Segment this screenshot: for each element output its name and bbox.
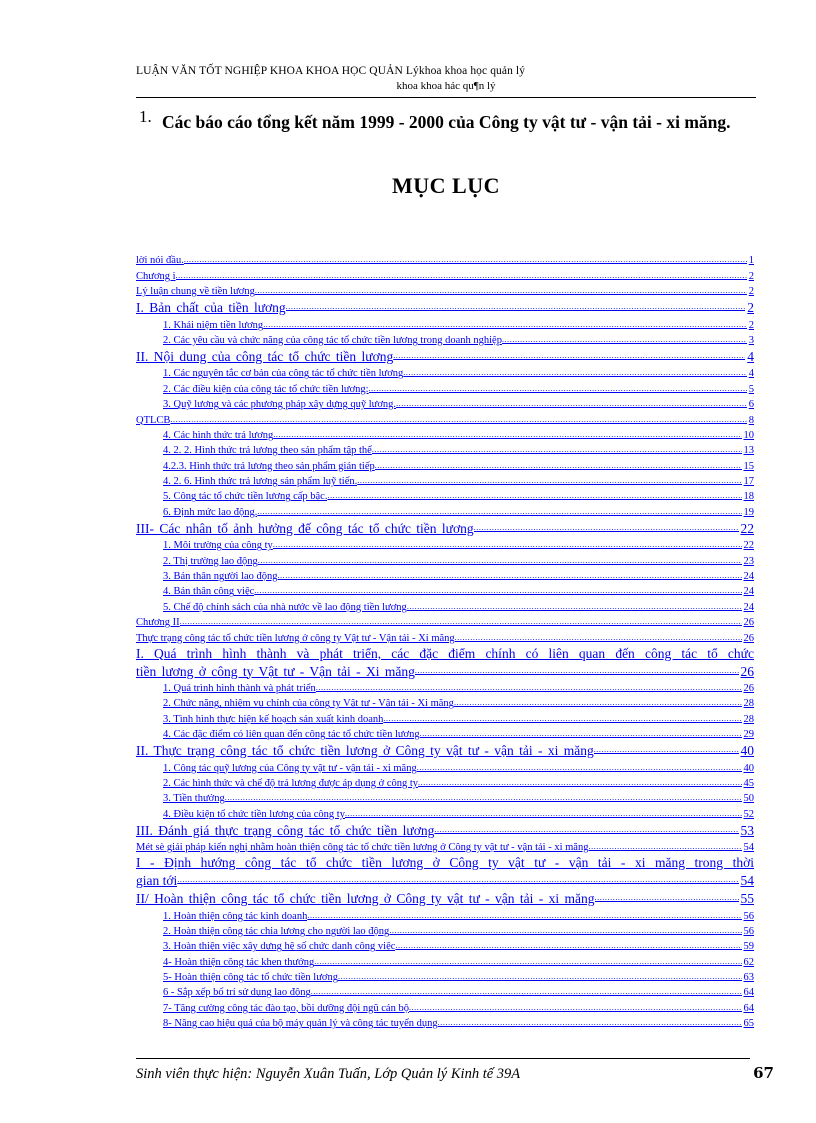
toc-entry[interactable]: 4. Các đặc điểm có liên quan đến công tác tổ chức tiền lương ..... 29	[136, 726, 754, 741]
toc-entry[interactable]: 5- Hoàn thiện công tác tổ chức tiền lương ..... 63	[136, 969, 754, 984]
reference-text: Các báo cáo tổng kết năm 1999 - 2000 của Công ty vật tư - vận tải - xi măng.	[162, 112, 731, 132]
toc-entry[interactable]: 4. Điều kiện tổ chức tiền lương của công ty ..... 52	[136, 805, 754, 820]
running-header-line2: khoa khoa hảc qu¶n lý	[396, 80, 496, 92]
footer-author: Sinh viên thực hiện: Nguyễn Xuân Tuấn, Lớp Quản lý Kinh tế 39A	[136, 1066, 521, 1082]
toc-entry[interactable]: 4. Bản thân công việc ..... 24	[136, 583, 754, 598]
toc-entry[interactable]: 1. Hoàn thiện công tác kinh doanh ..... 56	[136, 907, 754, 922]
toc-entry[interactable]: Mét sè giải pháp kiến nghị nhằm hoàn thiện công tác tổ chức tiền lương ở Công ty vật tư - vận tải - xi măng ..... 54	[136, 839, 754, 854]
toc-entry[interactable]: 2. Chức năng, nhiệm vụ chính của công ty Vật tư - Vận tải - Xi măng ..... 28	[136, 695, 754, 710]
toc-entry[interactable]: QTLCB ..... 8	[136, 411, 754, 426]
toc-entry[interactable]: 1. Khái niệm tiền lương ..... 2	[136, 316, 754, 331]
toc-entry[interactable]: 4. Các hình thức trả lương ..... 10	[136, 427, 754, 442]
page-number: 67	[753, 1064, 774, 1082]
toc-title: MỤC LỤC	[392, 173, 500, 198]
toc-entry[interactable]: II. Nội dung của công tác tổ chức tiền lương ..... 4	[136, 347, 754, 365]
toc-entry[interactable]: 2. Các hình thức và chế độ trả lương được áp dụng ở công ty ..... 45	[136, 775, 754, 790]
toc-entry[interactable]: 3. Hoàn thiện việc xây dựng hệ số chức danh công việc ..... 59	[136, 938, 754, 953]
toc-entry[interactable]: 4. 2. 6. Hình thức trả lương sản phẩm luỹ tiến. ..... 17	[136, 473, 754, 488]
toc-entry[interactable]: 1. Các nguyên tắc cơ bản của công tác tổ chức tiền lương ..... 4	[136, 365, 754, 380]
toc-entry[interactable]: 3. Tình hình thực hiện kế hoạch sản xuất kinh doanh ..... 28	[136, 710, 754, 725]
toc-entry[interactable]: lời nói đầu. ..... 1	[136, 252, 754, 267]
toc-entry[interactable]: 5. Chế độ chính sách của nhà nước về lao động tiền lương ..... 24	[136, 598, 754, 613]
toc-entry[interactable]: 2. Thị trường lao động ..... 23	[136, 552, 754, 567]
toc-entry[interactable]: 3. Quỹ lương và các phương pháp xây dựng quỹ lương. ..... 6	[136, 396, 754, 411]
reference-number: 1.	[139, 107, 152, 126]
toc-entry[interactable]: II/ Hoàn thiện công tác tổ chức tiền lương ở Công ty vật tư - vận tải - xi măng ..... 55	[136, 889, 754, 907]
toc-entry[interactable]: 1. Công tác quỹ lương của Công ty vật tư - vận tải - xi măng ..... 40	[136, 759, 754, 774]
toc-entry[interactable]: 3. Tiền thưởng ..... 50	[136, 790, 754, 805]
toc-entry[interactable]: 2. Các điều kiện của công tác tổ chức tiền lương: ..... 5	[136, 380, 754, 395]
toc-entry[interactable]: III. Đánh giá thực trạng công tác tổ chức tiền lương ..... 53	[136, 821, 754, 839]
toc-entry[interactable]: III- Các nhân tố ảnh hưởng đế công tác tổ chức tiền lương ..... 22	[136, 519, 754, 537]
toc-entry[interactable]: 2. Hoàn thiện công tác chia lương cho người lao động ..... 56	[136, 923, 754, 938]
toc-entry[interactable]: 2. Các yêu cầu và chức năng của công tác tổ chức tiền lương trong doanh nghiệp ..... 3	[136, 332, 754, 347]
toc-entry[interactable]: I. Bản chất của tiền lương ..... 2	[136, 298, 754, 316]
toc-entry[interactable]: II. Thực trạng công tác tổ chức tiền lương ở Công ty vật tư - vận tải - xi măng ..... 40	[136, 741, 754, 759]
toc-entry[interactable]: 4- Hoàn thiện công tác khen thưởng ..... 62	[136, 953, 754, 968]
header-divider	[136, 97, 756, 98]
toc-entry[interactable]: 4. 2. 2. Hình thức trả lương theo sản phẩm tập thể ..... 13	[136, 442, 754, 457]
toc-entry[interactable]: I - Định hướng công tác tổ chức tiền lương ở Công ty vật tư - vận tải - xi măng trong thời gian tới ..... 54	[136, 854, 754, 889]
toc-entry[interactable]: 7- Tăng cường công tác đào tạo, bồi dưỡng đội ngũ cán bộ ..... 64	[136, 999, 754, 1014]
toc-entry[interactable]: I. Quá trình hình thành và phát triển, các đặc điểm chính có liên quan đến công tác tổ chức tiền lương ở công ty Vật tư - Vận tải - Xi măng ..... 26	[136, 645, 754, 680]
running-header-line1: LUẬN VĂN TỐT NGHIỆP KHOA KHOA HỌC QUẢN Lýkhoa khoa học quản lý	[136, 65, 526, 77]
toc-entry[interactable]: Chương II ..... 26	[136, 614, 754, 629]
toc-entry[interactable]: Thực trạng công tác tổ chức tiền lương ở công ty Vật tư - Vận tải - Xi măng ..... 26	[136, 629, 754, 644]
toc-entry[interactable]: 6. Định mức lao động. ..... 19	[136, 503, 754, 518]
toc-entry[interactable]: 4.2.3. Hình thức trả lương theo sản phẩm gián tiếp ..... 15	[136, 457, 754, 472]
toc-entry[interactable]: Chương i ..... 2	[136, 267, 754, 282]
toc-entry[interactable]: 1. Môi trường của công ty ..... 22	[136, 537, 754, 552]
toc-entry[interactable]: 1. Quá trình hình thành và phát triển ..... 26	[136, 680, 754, 695]
toc-entry[interactable]: 6 - Sắp xếp bố trí sử dụng lao động ..... 64	[136, 984, 754, 999]
toc-entry[interactable]: Lý luận chung về tiền lương ..... 2	[136, 283, 754, 298]
toc-entry[interactable]: 3. Bản thân người lao động ..... 24	[136, 568, 754, 583]
toc-entry[interactable]: 8- Nâng cao hiệu quả của bộ máy quản lý và công tác tuyển dụng ..... 65	[136, 1015, 754, 1030]
toc-entry[interactable]: 5. Công tác tổ chức tiền lương cấp bậc. ..... 18	[136, 488, 754, 503]
footer-divider	[136, 1058, 750, 1059]
table-of-contents	[136, 252, 754, 1030]
